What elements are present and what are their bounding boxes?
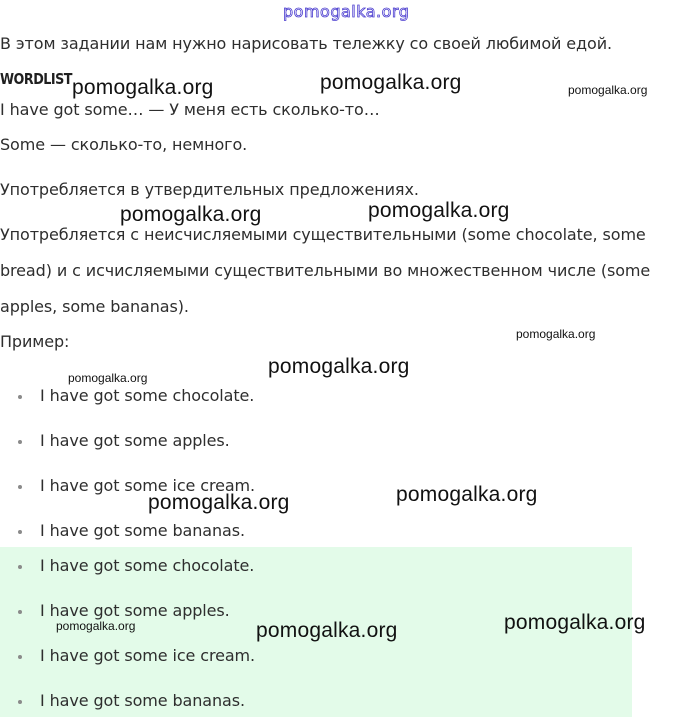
watermark: pomogalka.org [68,371,148,385]
watermark: pomogalka.org [72,76,214,99]
watermark: pomogalka.org [148,491,290,514]
usage-line-1: Употребляется с неисчисляемыми существительными (some chocolate, some [0,225,646,244]
usage-line-3: apples, some bananas). [0,297,189,316]
wordlist-line: I have got some… — У меня есть сколько-то… [0,100,380,119]
usage-affirmative: Употребляется в утвердительных предложениях. [0,180,419,199]
highlighted-list-item: I have got some chocolate. [40,556,255,575]
list-bullet [18,655,22,659]
watermark: pomogalka.org [56,619,136,633]
example-label: Пример: [0,332,70,351]
list-item: I have got some ice cream. [40,476,256,495]
list-item: I have got some chocolate. [40,386,255,405]
list-bullet [18,530,22,534]
list-bullet [18,610,22,614]
list-bullet [18,700,22,704]
highlighted-list-item: I have got some bananas. [40,691,245,710]
watermark-top: pomogalka.org [283,2,410,21]
list-bullet [18,395,22,399]
highlighted-list-item: I have got some ice cream. [40,646,256,665]
list-bullet [18,440,22,444]
list-bullet [18,565,22,569]
wordlist-heading: WORDLIST [0,70,72,88]
watermark: pomogalka.org [320,71,462,94]
watermark: pomogalka.org [120,203,262,226]
watermark: pomogalka.org [516,327,596,341]
watermark: pomogalka.org [256,619,398,642]
intro-text: В этом задании нам нужно нарисовать тележку со своей любимой едой. [0,34,612,53]
list-bullet [18,485,22,489]
watermark: pomogalka.org [504,611,646,634]
list-item: I have got some bananas. [40,521,245,540]
watermark: pomogalka.org [396,483,538,506]
list-item: I have got some apples. [40,431,230,450]
highlighted-list-item: I have got some apples. [40,601,230,620]
watermark: pomogalka.org [368,199,510,222]
watermark: pomogalka.org [268,355,410,378]
some-definition: Some — сколько-то, немного. [0,135,248,154]
usage-line-2: bread) и с исчисляемыми существительными во множественном числе (some [0,261,651,280]
watermark: pomogalka.org [568,83,648,97]
